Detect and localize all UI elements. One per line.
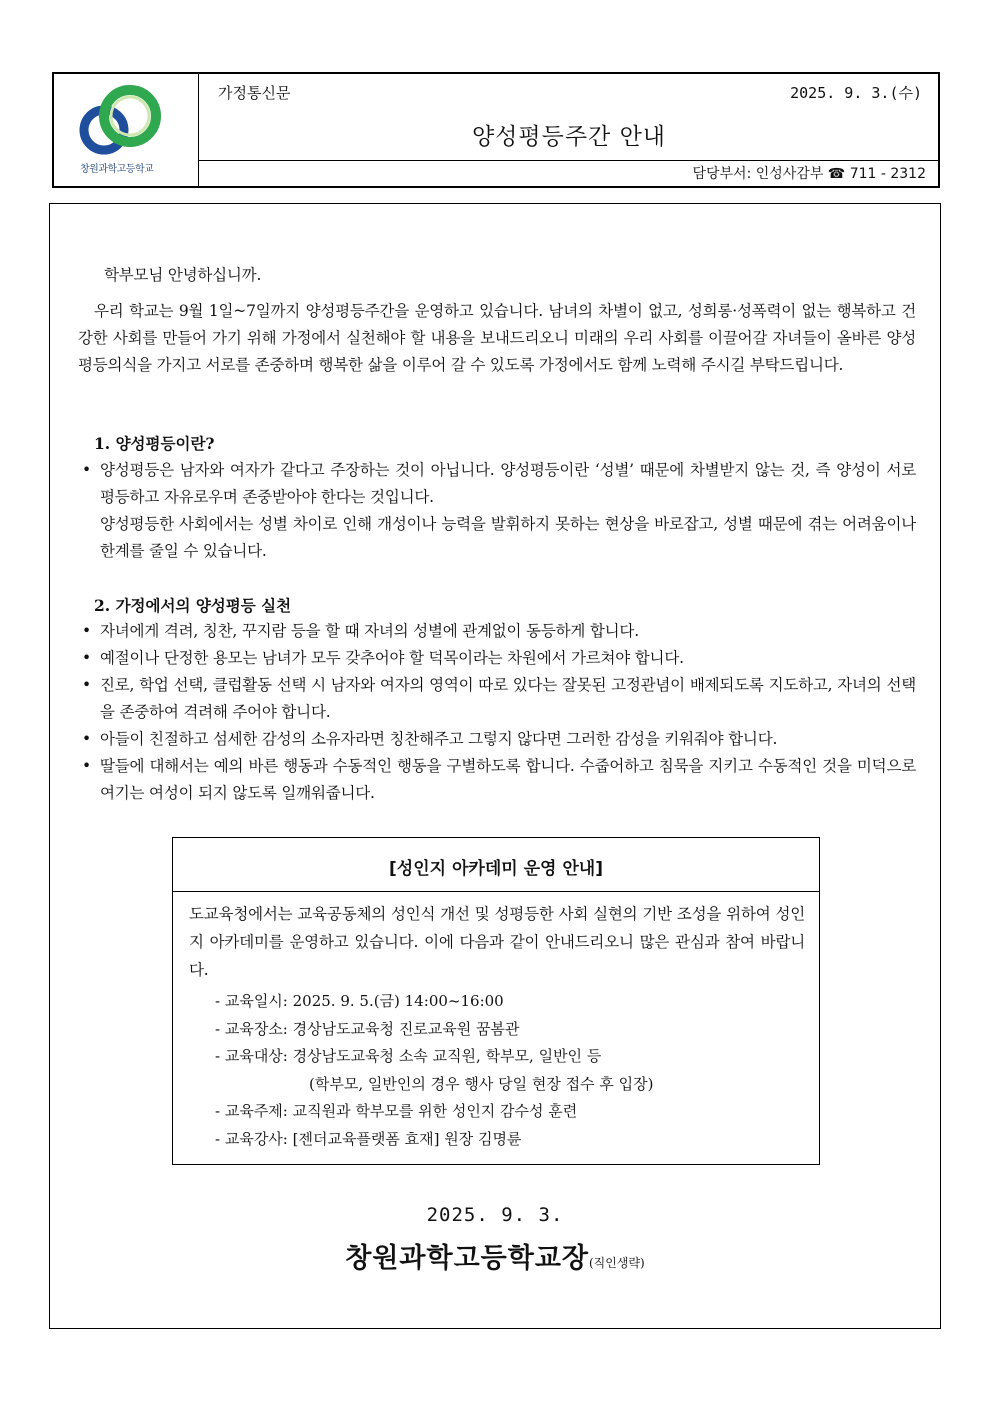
list-item-text: 아들이 친절하고 섬세한 감성의 소유자라면 칭찬해주고 그렇지 않다면 그러한 감성을 키워줘야 합니다. (100, 730, 778, 748)
list-item-text: 양성평등한 사회에서는 성별 차이로 인해 개성이나 능력을 발휘하지 못하는 현상을 바로잡고, 성별 때문에 겪는 어려움이나 한계를 줄일 수 있습니다. (100, 515, 916, 560)
letter-header (52, 72, 940, 188)
bullet-icon: • (82, 461, 91, 479)
detail-date: - 교육일시: 2025. 9. 5.(금) 14:00~16:00 (215, 992, 504, 1010)
academy-info-box (172, 837, 820, 1165)
list-item-text: 딸들에 대해서는 예의 바른 행동과 수동적인 행동을 구별하도록 합니다. 수줍어하고 침묵을 지키고 수동적인 것을 미덕으로 여기는 여성이 되지 않도록 일깨워줍니다. (100, 757, 916, 802)
bullet-icon: • (82, 622, 91, 640)
bullet-icon: • (82, 730, 91, 748)
list-item (78, 753, 916, 807)
intro-paragraph: 우리 학교는 9월 1일~7일까지 양성평등주간을 운영하고 있습니다. 남녀의 차별이 없고, 성희롱·성폭력이 없는 행복하고 건강한 사회를 만들어 가기 위해 가정에서 실천해야 할 내용을 보내드리오니 미래의 우리 사회를 이끌어갈 자녀들이 올바른 양성평등의식을 가지고 서로를 존중하며 행복한 삶을 이루어 갈 수 있도록 가정에서도 함께 노력해 주시길 부탁드립니다. (78, 302, 916, 374)
section-1-list (78, 457, 916, 565)
academy-intro: 도교육청에서는 교육공동체의 성인식 개선 및 성평등한 사회 실현의 기반 조성을 위하여 성인지 아카데미를 운영하고 있습니다. 이에 다음과 같이 안내드리오니 많은 관심과 참여 바랍니다. (189, 905, 805, 979)
list-item (78, 457, 916, 511)
list-item (78, 618, 916, 645)
list-item-text: 자녀에게 격려, 칭찬, 꾸지람 등을 할 때 자녀의 성별에 관계없이 동등하게 합니다. (100, 622, 639, 640)
footer-date: 2025. 9. 3. (426, 1204, 564, 1226)
academy-details (215, 988, 653, 1153)
school-logo (54, 74, 199, 186)
section-1-title: 1. 양성평등이란? (94, 434, 215, 453)
detail-topic: - 교육주제: 교직원과 학부모를 위한 성인지 감수성 훈련 (215, 1102, 578, 1120)
footer-signature (50, 1236, 940, 1275)
detail-instructor: - 교육강사: [젠더교육플랫폼 효재] 원장 김명륜 (215, 1129, 522, 1148)
list-item (78, 726, 916, 753)
list-item-text: 진로, 학업 선택, 클럽활동 선택 시 남자와 여자의 영역이 따로 있다는 잘못된 고정관념이 배제되도록 지도하고, 자녀의 선택을 존중하여 격려해 주어야 합니다. (100, 676, 916, 721)
school-emblem-icon (72, 82, 172, 162)
bullet-icon: • (82, 676, 91, 694)
detail-place: - 교육장소: 경상남도교육청 진로교육원 꿈봄관 (215, 1019, 520, 1038)
list-item-text: 예절이나 단정한 용모는 남녀가 모두 갖추어야 할 덕목이라는 차원에서 가르쳐야 합니다. (100, 649, 684, 667)
list-item-text: 양성평등은 남자와 여자가 같다고 주장하는 것이 아닙니다. 양성평등이란 ‘성별’ 때문에 차별받지 않는 것, 즉 양성이 서로 평등하고 자유로우며 존중받아야 한다는 것입니다. (100, 461, 916, 506)
principal-signature: 창원과학고등학교장 (345, 1243, 589, 1274)
letter-body (49, 203, 941, 1329)
document-type: 가정통신문 (218, 84, 291, 102)
section-2-list (78, 618, 916, 807)
school-logo-text: 창원과학고등학교 (80, 164, 154, 175)
list-item (78, 672, 916, 726)
list-item-continuation (78, 511, 916, 565)
section-2-title: 2. 가정에서의 양성평등 실천 (94, 596, 292, 615)
list-item (78, 645, 916, 672)
detail-target: - 교육대상: 경상남도교육청 소속 교직원, 학부모, 일반인 등 (215, 1047, 602, 1065)
document-title: 양성평등주간 안내 (471, 124, 667, 150)
bullet-icon: • (82, 757, 91, 775)
detail-target-note: (학부모, 일반인의 경우 행사 당일 현장 접수 후 입장) (309, 1074, 654, 1093)
seal-note: (직인생략) (589, 1256, 645, 1270)
academy-title: [성인지 아카데미 운영 안내] (389, 859, 603, 879)
document-date: 2025. 9. 3.(수) (790, 84, 922, 102)
department-info: 담당부서: 인성사감부 ☎ 711 - 2312 (198, 160, 938, 186)
bullet-icon: • (82, 649, 91, 667)
greeting: 학부모님 안녕하십니까. (104, 266, 262, 284)
divider (173, 891, 819, 892)
